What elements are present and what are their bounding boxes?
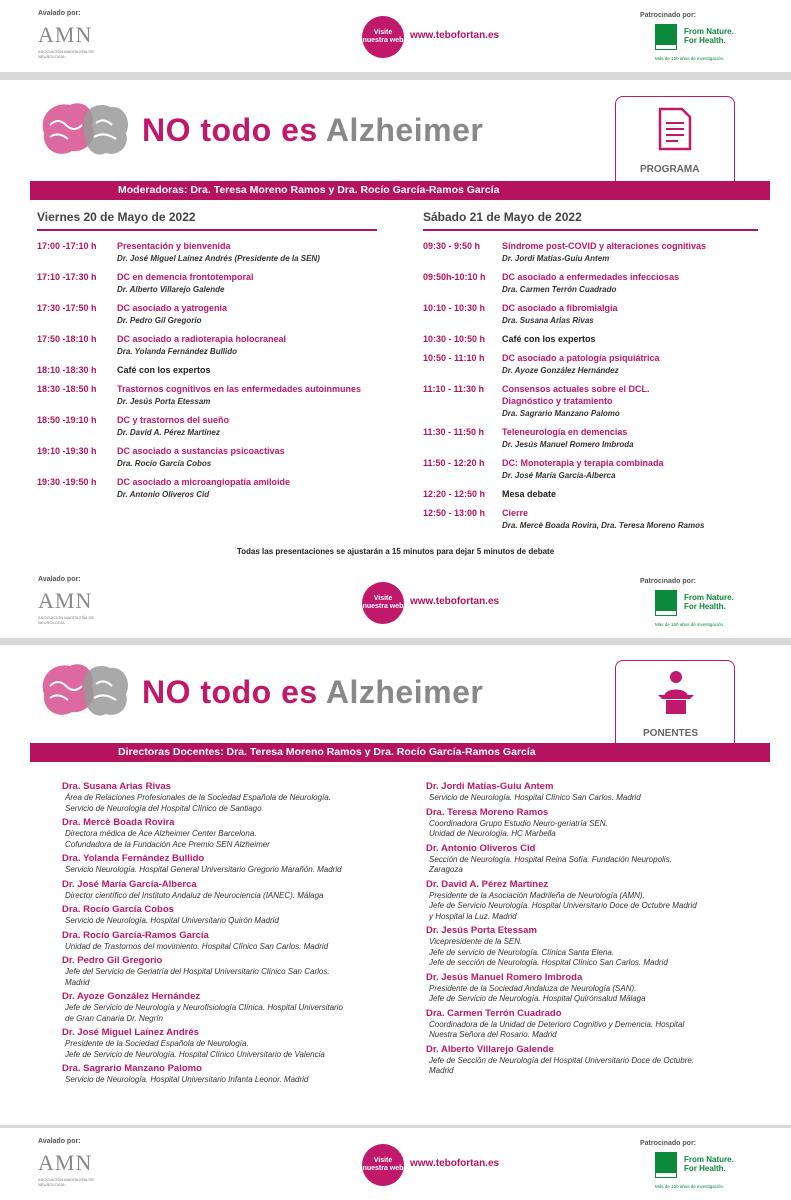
speaker-affiliation: Jefe de Servicio de Neurología y Neurofisiología Clínica. Hospital Universitario de Gran Canaria Dr. Negrín [65, 1003, 343, 1023]
session-time: 09:30 - 9:50 h [423, 241, 481, 251]
speaker-affiliation: Servicio de Neurología. Hospital Clínico San Carlos. Madrid [429, 793, 641, 802]
speaker-name: Dr. Pedro Gil Gregorio [62, 955, 163, 966]
session-time: 09:50h-10:10 h [423, 272, 486, 282]
session-time: 18:10 -18:30 h [37, 365, 97, 375]
website-link[interactable]: www.tebofortan.es [410, 30, 500, 41]
schwabe-logo [655, 1152, 677, 1178]
speaker-name: Dra. Susana Arias Rivas [62, 781, 171, 792]
moderators-bar: Moderadoras: Dra. Teresa Moreno Ramos y Dra. Rocío García-Ramos García [30, 181, 770, 200]
session-speaker: Dr. Jordi Matías-Guiu Antem [502, 254, 610, 263]
speaker-name: Dra. Carmen Terrón Cuadrado [426, 1007, 562, 1019]
divider [423, 229, 758, 231]
session-time: 11:50 - 12:20 h [423, 458, 485, 468]
speaker-podium-icon [654, 669, 698, 715]
session-time: 18:30 -18:50 h [37, 384, 97, 394]
session-title: DC y trastornos del sueño [117, 415, 230, 425]
directors-bar: Directoras Docentes: Dra. Teresa Moreno Ramos y Dra. Rocío García-Ramos García [30, 743, 770, 762]
session-title: Cierre [502, 508, 529, 518]
nature-subtext: Más de 150 años de investigación. [655, 622, 725, 627]
session-title: DC asociado a patología psiquiátrica [502, 353, 660, 363]
nature-slogan: From Nature. For Health. [684, 1155, 734, 1173]
session-speaker: Dra. Yolanda Fernández Bullido [117, 347, 238, 356]
visit-web-badge[interactable]: Visite nuestra web [362, 582, 404, 624]
visit-web-badge[interactable]: Visite nuestra web [362, 16, 404, 58]
main-title: NO todo es Alzheimer [142, 674, 484, 710]
session-time: 18:50 -19:10 h [37, 415, 97, 425]
session-speaker: Dr. José Miguel Laínez Andrés (Presidente de la SEN) [117, 254, 320, 263]
session-speaker: Dra. Sagrario Manzano Palomo [502, 409, 620, 418]
patrocinado-label: Patrocinado por: [640, 1140, 697, 1147]
speaker-name: Dr. David A. Pérez Martínez [426, 878, 549, 890]
ponentes-card: PONENTES [615, 660, 735, 755]
avalado-label: Avalado por: [38, 1138, 81, 1145]
session-title: Presentación y bienvenida [117, 241, 231, 251]
session-title: DC asociado a radioterapia holocraneal [117, 334, 287, 344]
session-time: 12:20 - 12:50 h [423, 489, 486, 499]
schwabe-logo [655, 590, 677, 616]
session-speaker: Dra. Mercè Boada Rovira, Dra. Teresa Moreno Ramos [502, 521, 705, 530]
nature-slogan: From Nature. For Health. [684, 27, 734, 45]
speaker-affiliation: Servicio Neurología. Hospital General Universitario Gregorio Marañón. Madrid [65, 865, 342, 874]
divider [37, 229, 377, 231]
session-time: 11:10 - 11:30 h [423, 384, 485, 394]
speaker-name: Dra. Yolanda Fernández Bullido [62, 853, 205, 864]
session-time: 17:30 -17:50 h [37, 303, 97, 313]
session-title: Café con los expertos [117, 365, 211, 375]
speaker-affiliation: Unidad de Trastornos del movimiento. Hospital Clínico San Carlos. Madrid [65, 941, 329, 951]
speaker-affiliation: Coordinadora Grupo Estudio Neuro-geriatría SEN. Unidad de Neurología. HC Marbella [429, 818, 608, 838]
speaker-affiliation: Sección de Neurología. Hospital Reina Sofía. Fundación Neuropolis. Zaragoza [429, 854, 672, 874]
brain-logo [36, 95, 136, 165]
session-speaker: Dr. David A. Pérez Martínez [117, 428, 220, 437]
session-time: 17:10 -17:30 h [37, 272, 97, 282]
amn-logo: AMN ASOCIACIÓN MADRILEÑA DE NEUROLOGÍA [38, 1150, 95, 1187]
session-title: Mesa debate [502, 489, 557, 499]
amn-logo: AMN ASOCIACIÓN MADRILEÑA DE NEUROLOGÍA [38, 588, 95, 625]
speaker-name: Dr. Alberto Villarejo Galende [426, 1043, 554, 1055]
avalado-label: Avalado por: [38, 576, 81, 583]
patrocinado-label: Patrocinado por: [640, 12, 697, 19]
speaker-name: Dra. Sagrario Manzano Palomo [62, 1063, 202, 1074]
session-title: DC asociado a yatrogenia [117, 303, 228, 313]
session-title: Consensos actuales sobre el DCL. [502, 384, 650, 394]
amn-logo: AMN ASOCIACIÓN MADRILEÑA DE NEUROLOGÍA [38, 22, 95, 59]
speaker-name: Dr. Jesús Porta Etessam [426, 925, 537, 936]
session-time: 10:50 - 11:10 h [423, 353, 485, 363]
session-time: 11:30 - 11:50 h [423, 427, 485, 437]
session-time: 17:00 -17:10 h [37, 241, 97, 251]
speaker-affiliation: Área de Relaciones Profesionales de la Sociedad Española de Neurología. Servicio de Neurología del Hospital Clínico de Santiago [65, 793, 331, 813]
website-link[interactable]: www.tebofortan.es [410, 1158, 500, 1169]
speaker-affiliation: Servicio de Neurología. Hospital Universitario Quirón Madrid [65, 916, 279, 925]
session-speaker: Dr. Jesús Porta Etessam [117, 397, 211, 406]
session-speaker: Dr. José María García-Alberca [502, 471, 616, 480]
session-title-line2: Diagnóstico y tratamiento [502, 396, 613, 406]
session-speaker: Dr. Pedro Gil Gregorio [117, 316, 202, 325]
session-time: 10:30 - 10:50 h [423, 334, 486, 344]
visit-web-badge[interactable]: Visite nuestra web [362, 1144, 404, 1186]
session-speaker: Dr. Antonio Oliveros Cid [117, 490, 210, 499]
nature-slogan: From Nature. For Health. [684, 593, 734, 611]
speaker-affiliation: Presidente de la Sociedad Andaluza de Neurología (SAN). Jefe de Servicio de Neurología. Hospital Quirónsalud Málaga [429, 983, 646, 1003]
day1-heading: Viernes 20 de Mayo de 2022 [37, 210, 196, 224]
nature-subtext: Más de 150 años de investigación. [655, 1184, 725, 1189]
speaker-name: Dra. Rocío García-Ramos García [62, 929, 209, 941]
schedule-note: Todas las presentaciones se ajustarán a 15 minutos para dejar 5 minutos de debate [236, 547, 555, 556]
session-speaker: Dra. Susana Arias Rivas [502, 316, 594, 325]
session-speaker: Dr. Jesús Manuel Romero Imbroda [502, 440, 634, 449]
speaker-affiliation: Directora médica de Ace Alzheimer Center Barcelona. Cofundadora de la Fundación Ace Premio SEN Alzheimer [65, 829, 270, 849]
sponsor-strip-top [0, 0, 791, 72]
session-speaker: Dr. Alberto Villarejo Galende [117, 285, 225, 294]
speaker-name: Dra. Teresa Moreno Ramos [426, 806, 549, 818]
speaker-affiliation: Presidente de la Asociación Madrileña de Neurología (AMN). Jefe de Servicio Neurología. Hospital Universitario Doce de Octubre Madrid y Hospital la Luz. Madrid [429, 890, 697, 921]
session-title: DC: Monoterapia y terapia combinada [502, 458, 664, 468]
speaker-name: Dra. Rocío García Cobos [62, 904, 174, 915]
sponsor-strip-middle [0, 566, 791, 638]
speaker-affiliation: Director científico del Instituto Andaluz de Neurociencia (IANEC). Málaga [65, 890, 324, 900]
session-title: Café con los expertos [502, 334, 596, 344]
schwabe-logo [655, 24, 677, 50]
session-speaker: Dra. Rocío García Cobos [117, 459, 212, 468]
session-title: DC asociado a fibromialgia [502, 303, 618, 313]
patrocinado-label: Patrocinado por: [640, 578, 697, 585]
sponsor-strip-bottom [0, 1128, 791, 1200]
session-title: Síndrome post-COVID y alteraciones cognitivas [502, 241, 707, 251]
session-title: Teleneurología en demencias [502, 427, 628, 437]
nature-subtext: Más de 150 años de investigación. [655, 56, 725, 61]
speaker-affiliation: Coordinadora de la Unidad de Deterioro Cognitivo y Demencia. Hospital Nuestra Señora del Rosario. Madrid [429, 1019, 685, 1039]
session-time: 19:30 -19:50 h [37, 477, 97, 487]
speaker-name: Dra. Mercè Boada Rovira [62, 817, 175, 828]
session-time: 10:10 - 10:30 h [423, 303, 486, 313]
document-icon [658, 107, 692, 151]
session-speaker: Dra. Carmen Terrón Cuadrado [502, 285, 617, 294]
website-link[interactable]: www.tebofortan.es [410, 596, 500, 607]
speaker-name: Dr. José María García-Alberca [62, 878, 197, 890]
session-title: DC asociado a microangiopatía amiloide [117, 477, 291, 487]
programa-card: PROGRAMA [615, 96, 735, 190]
session-title: DC asociado a sustancias psicoactivas [117, 446, 285, 456]
speaker-name: Dr. Ayoze González Hernández [62, 991, 201, 1002]
speaker-name: Dr. José Miguel Laínez Andrés [62, 1027, 199, 1038]
session-time: 19:10 -19:30 h [37, 446, 97, 456]
speaker-name: Dr. Antonio Oliveros Cid [426, 842, 536, 854]
speaker-affiliation: Presidente de la Sociedad Española de Neurología. Jefe de Servicio de Neurología. Hospital Clínico Universitario de Valencia [65, 1039, 325, 1059]
main-title: NO todo es Alzheimer [142, 112, 484, 148]
speaker-name: Dr. Jordi Matías-Guiu Antem [426, 781, 554, 792]
day2-heading: Sábado 21 de Mayo de 2022 [423, 210, 582, 224]
speaker-affiliation: Vicepresidente de la SEN. Jefe de servicio de Neurología. Clínica Santa Elena. Jefe de sección de Neurología. Hospital Clínico San Carlos. Madrid [429, 937, 668, 967]
speaker-affiliation: Servicio de Neurología. Hospital Universitario Infanta Leonor. Madrid [65, 1075, 309, 1084]
session-title: DC en demencia frontotemporal [117, 272, 254, 282]
session-title: DC asociado a enfermedades infecciosas [502, 272, 680, 282]
session-title: Trastornos cognitivos en las enfermedades autoinmunes [117, 384, 362, 394]
session-time: 12:50 - 13:00 h [423, 508, 486, 518]
speaker-affiliation: Jefe de Sección de Neurología del Hospital Universitario Doce de Octubre. Madrid [429, 1055, 695, 1075]
session-time: 17:50 -18:10 h [37, 334, 97, 344]
brain-logo [36, 656, 136, 726]
avalado-label: Avalado por: [38, 10, 81, 17]
speaker-affiliation: Jefe del Servicio de Geriatría del Hospital Universitario Clínico San Carlos. Madrid [65, 967, 330, 987]
session-speaker: Dr. Ayoze González Hernández [502, 366, 619, 375]
speaker-name: Dr. Jesús Manuel Romero Imbroda [426, 971, 583, 983]
